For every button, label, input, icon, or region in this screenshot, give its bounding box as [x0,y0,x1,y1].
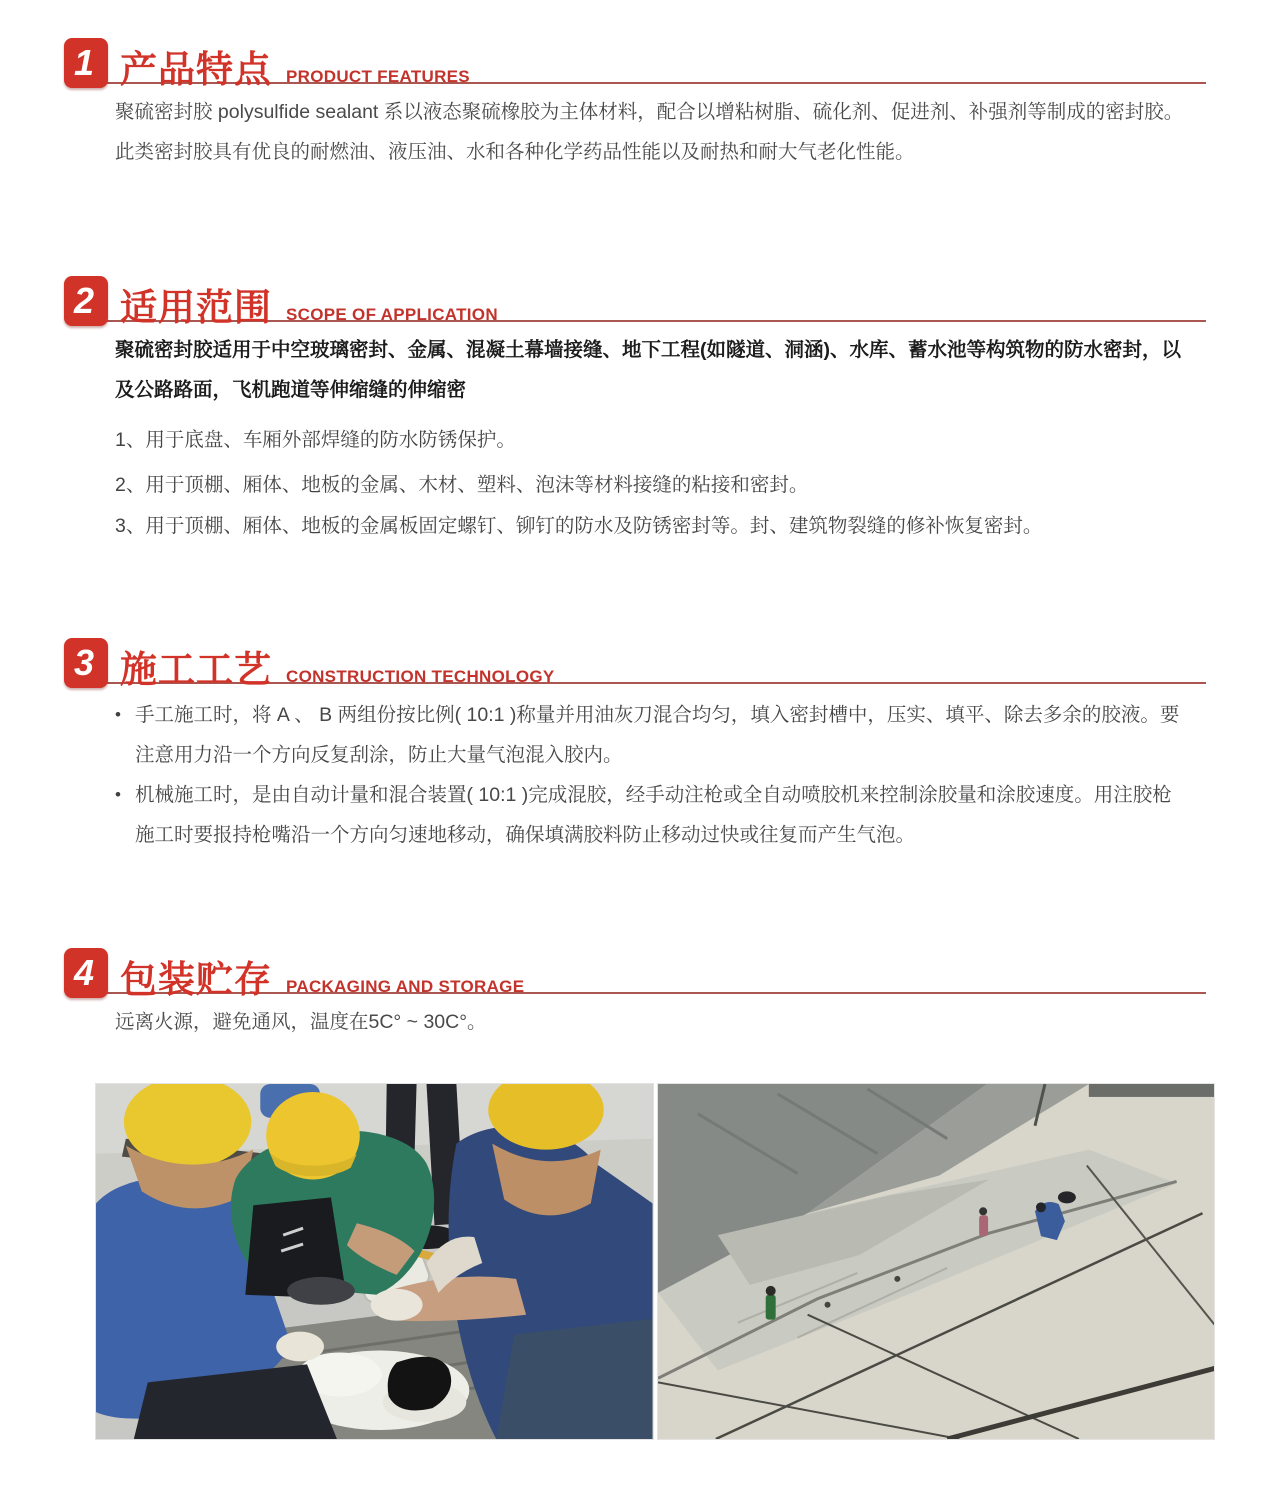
section-1-title: 产品特点 [120,49,272,90]
bullet-dot: • [115,785,121,804]
paragraph: 远离火源，避免通风，温度在5C° ~ 30C°。 [115,1011,487,1033]
bullet-text: 机械施工时，是由自动计量和混合装置( 10:1 )完成混胶，经手动注枪或全自动喷胶机来控制涂胶量和涂胶速度。用注胶枪施工时要报持枪嘴沿一个方向匀速地移动，确保填满胶料防止移动过快或往复而产生气泡。 [135,784,1172,846]
bullet-item [115,775,1190,855]
section-2-header [64,276,1206,328]
section-3-body [115,695,1190,855]
lead-paragraph: 聚硫密封胶适用于中空玻璃密封、金属、混凝土幕墙接缝、地下工程(如隧道、洞涵)、水库、蓄水池等构筑物的防水密封，以及公路路面，飞机跑道等伸缩缝的伸缩密 [115,339,1181,401]
section-2-number: 2 [73,280,95,321]
section-4-title: 包装贮存 [120,959,272,1000]
workers-applying-sealant-photo [95,1083,654,1440]
list-item: 3、用于顶棚、厢体、地板的金属板固定螺钉、铆钉的防水及防锈密封等。封、建筑物裂缝的修补恢复密封。 [115,515,1043,537]
section-4-body [115,1002,1190,1042]
section-2-number-badge [64,276,108,326]
section-3-title: 施工工艺 [120,649,272,690]
section-3-number-badge [64,638,108,688]
section-3-header [64,638,1206,690]
section-1-subtitle: PRODUCT FEATURES [286,67,470,86]
paragraph: 聚硫密封胶 polysulfide sealant 系以液态聚硫橡胶为主体材料，配合以增粘树脂、硫化剂、促进剂、补强剂等制成的密封胶。此类密封胶具有优良的耐燃油、液压油、水和各种化学药品性能以及耐热和耐大气老化性能。 [115,101,1184,163]
section-3-subtitle: CONSTRUCTION TECHNOLOGY [286,667,555,686]
section-1-body [115,92,1190,172]
bullet-text: 手工施工时，将 A 、 B 两组份按比例( 10:1 )称量并用油灰刀混合均匀，填入密封槽中，压实、填平、除去多余的胶液。要注意用力沿一个方向反复刮涂，防止大量气泡混入胶内。 [135,704,1180,766]
list-item: 2、用于顶棚、厢体、地板的金属、木材、塑料、泡沫等材料接缝的粘接和密封。 [115,474,809,496]
section-1-number-badge [64,38,108,88]
section-2-title: 适用范围 [120,287,272,328]
section-2-body [115,330,1190,547]
section-4-number-badge [64,948,108,998]
section-1-header [64,38,1206,90]
section-2-subtitle: SCOPE OF APPLICATION [286,305,498,324]
sealant-work-scene [96,1084,653,1439]
section-4-number: 4 [73,952,95,993]
section-4-header [64,948,1206,1000]
bullet-dot: • [115,705,121,724]
section-1-number: 1 [73,42,95,83]
bullet-item [115,695,1190,775]
section-3-number: 3 [73,642,95,683]
application-list [115,420,1190,546]
list-item: 1、用于底盘、车厢外部焊缝的防水防锈保护。 [115,429,516,451]
slope-joint-scene [658,1084,1215,1439]
section-4-subtitle: PACKAGING AND STORAGE [286,977,525,996]
concrete-slope-expansion-joints-photo [657,1083,1216,1440]
photo-row [95,1083,1215,1440]
